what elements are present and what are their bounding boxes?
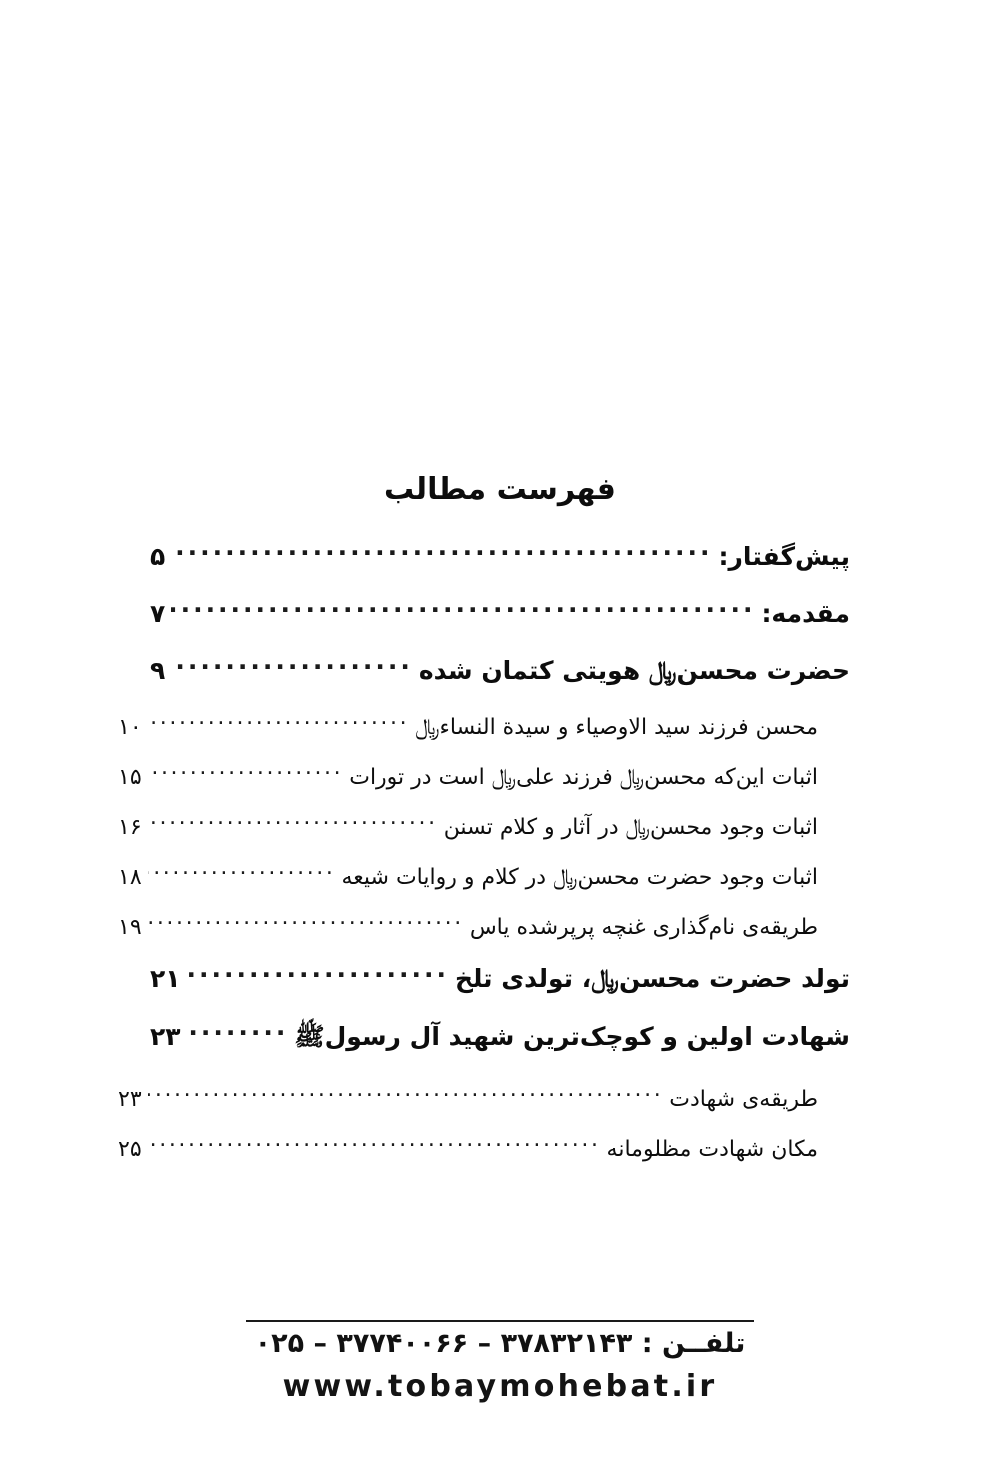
toc-dot-leader <box>171 540 712 565</box>
toc-entry-page-number: ۱۶ <box>118 815 142 840</box>
toc-entry-page-number: ۱۵ <box>118 765 142 790</box>
toc-entry[interactable] <box>104 1084 850 1112</box>
toc-dot-leader <box>148 762 344 784</box>
toc-entry-page-number: ۷ <box>150 599 166 628</box>
toc-dot-leader <box>148 862 336 884</box>
toc-entry-page-number: ۵ <box>150 542 166 571</box>
toc-entry-page-number: ۱۸ <box>118 865 142 890</box>
toc-entry-page-number: ۱۰ <box>118 715 142 740</box>
toc-entry-label: شهادت اولین و کوچک‌ترین شهید آل رسولﷺ <box>294 1022 850 1051</box>
toc-entry-label: محسن فرزند سید الاوصیاء و سیدة النساء﷼ <box>415 715 818 740</box>
toc-entry[interactable] <box>150 962 850 994</box>
toc-entry-label: تولد حضرت محسن﷼، تولدی تلخ <box>454 964 850 993</box>
toc-dot-leader <box>187 962 449 987</box>
toc-entry[interactable] <box>104 1134 850 1162</box>
toc-entry[interactable] <box>150 597 850 628</box>
page-footer <box>0 1320 1000 1404</box>
footer-phone: تلفــن : ۳۷۸۳۲۱۴۳ – ۳۷۷۴۰۰۶۶ – ۰۲۵ <box>254 1328 746 1359</box>
toc-entry[interactable] <box>104 762 850 790</box>
toc-entry-label: اثبات وجود محسن﷼ در آثار و کلام تسنن <box>443 815 818 840</box>
toc-entry-label: طریقه‌ی نام‌گذاری غنچه پرپرشده یاس <box>469 915 818 940</box>
toc-entry[interactable] <box>104 912 850 940</box>
toc-entry-label: اثبات وجود حضرت محسن﷼ در کلام و روایات شیعه <box>341 865 818 890</box>
toc-entry[interactable] <box>104 812 850 840</box>
toc-dot-leader <box>148 1084 664 1106</box>
toc-dot-leader <box>171 654 413 679</box>
toc-entry-label: اثبات این‌که محسن﷼ فرزند علی﷼ است در تورات <box>349 765 818 790</box>
toc-entry-label: حضرت محسن﷼ هویتی کتمان شده <box>418 656 850 685</box>
toc-dot-leader <box>148 812 438 834</box>
toc-entry-page-number: ۲۱ <box>150 964 181 993</box>
toc-dot-leader <box>187 1020 289 1045</box>
toc-entry-label: مکان شهادت مظلومانه <box>606 1137 818 1162</box>
footer-divider <box>246 1320 754 1322</box>
toc-dot-leader <box>148 1134 601 1156</box>
toc-list <box>118 540 850 1184</box>
toc-dot-leader <box>171 597 755 622</box>
toc-entry-label: پیش‌گفتار: <box>718 542 850 571</box>
toc-entry-page-number: ۲۵ <box>118 1137 142 1162</box>
toc-entry[interactable] <box>104 712 850 740</box>
toc-entry[interactable] <box>150 540 850 571</box>
toc-dot-leader <box>148 712 410 734</box>
toc-entry[interactable] <box>104 862 850 890</box>
footer-website[interactable]: www.tobaymohebat.ir <box>282 1369 718 1404</box>
toc-entry-page-number: ۲۳ <box>118 1087 142 1112</box>
toc-dot-leader <box>148 912 464 934</box>
toc-entry-page-number: ۱۹ <box>118 915 142 940</box>
toc-entry[interactable] <box>150 654 850 686</box>
page-title: فهرست مطالب <box>384 472 616 507</box>
toc-entry-label: طریقه‌ی شهادت <box>669 1087 818 1112</box>
toc-entry-page-number: ۲۳ <box>150 1022 181 1051</box>
toc-entry[interactable] <box>150 1020 850 1058</box>
toc-entry-page-number: ۹ <box>150 656 166 685</box>
toc-entry-label: مقدمه: <box>761 599 850 628</box>
